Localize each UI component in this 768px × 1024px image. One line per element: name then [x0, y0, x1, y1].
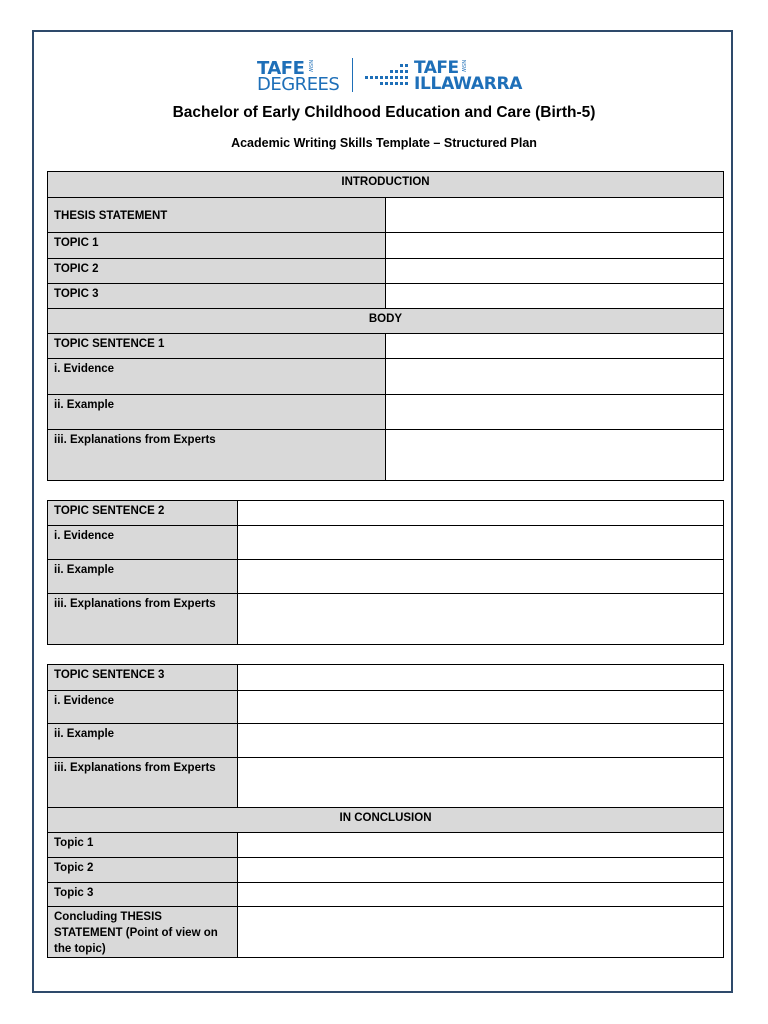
topic-sentence-1-field[interactable] — [386, 334, 724, 359]
conclusion-topic-3-field[interactable] — [238, 883, 724, 907]
section-header-introduction: INTRODUCTION — [48, 172, 724, 198]
row-label: i. Evidence — [48, 359, 386, 395]
document-title: Bachelor of Early Childhood Education and Care (Birth-5) — [172, 104, 596, 121]
plan-table-body-3-conclusion — [47, 664, 724, 958]
row-label: ii. Example — [48, 395, 386, 430]
tafe-illawarra-logo — [360, 58, 523, 94]
evidence-1-field[interactable] — [386, 359, 724, 395]
row-label: Topic 1 — [48, 833, 238, 858]
thesis-statement-field[interactable] — [386, 198, 724, 233]
row-label: iii. Explanations from Experts — [48, 430, 386, 481]
topic-3-field[interactable] — [386, 284, 724, 309]
evidence-2-field[interactable] — [238, 526, 724, 560]
row-label: TOPIC SENTENCE 3 — [48, 665, 238, 691]
logo-text: TAFE — [257, 58, 305, 79]
topic-1-field[interactable] — [386, 233, 724, 259]
row-label: i. Evidence — [48, 691, 238, 724]
example-2-field[interactable] — [238, 560, 724, 594]
experts-3-field[interactable] — [238, 758, 724, 808]
row-label: TOPIC 2 — [48, 259, 386, 284]
row-label: THESIS STATEMENT — [48, 198, 386, 233]
plan-table-body-2 — [47, 500, 724, 645]
example-3-field[interactable] — [238, 724, 724, 758]
row-label: ii. Example — [48, 724, 238, 758]
row-label: iii. Explanations from Experts — [48, 594, 238, 645]
logo-text: DEGREES — [257, 74, 340, 95]
logo-text: ILLAWARRA — [414, 74, 523, 94]
logo-text: NSW — [460, 60, 466, 72]
experts-1-field[interactable] — [386, 430, 724, 481]
topic-sentence-2-field[interactable] — [238, 501, 724, 526]
example-1-field[interactable] — [386, 395, 724, 430]
row-label: TOPIC 1 — [48, 233, 386, 259]
row-label: Concluding THESIS STATEMENT (Point of view on the topic) — [48, 907, 238, 958]
concluding-thesis-field[interactable] — [238, 907, 724, 958]
conclusion-topic-1-field[interactable] — [238, 833, 724, 858]
row-label: Topic 3 — [48, 883, 238, 907]
row-label: TOPIC 3 — [48, 284, 386, 309]
evidence-3-field[interactable] — [238, 691, 724, 724]
section-header-conclusion: IN CONCLUSION — [48, 808, 724, 833]
topic-sentence-3-field[interactable] — [238, 665, 724, 691]
row-label: iii. Explanations from Experts — [48, 758, 238, 808]
row-label: Topic 2 — [48, 858, 238, 883]
conclusion-topic-2-field[interactable] — [238, 858, 724, 883]
document-subtitle: Academic Writing Skills Template – Structured Plan — [231, 136, 537, 150]
section-header-body: BODY — [48, 309, 724, 334]
topic-2-field[interactable] — [386, 259, 724, 284]
plan-table-introduction-body — [47, 171, 724, 481]
row-label: TOPIC SENTENCE 1 — [48, 334, 386, 359]
row-label: ii. Example — [48, 560, 238, 594]
row-label: TOPIC SENTENCE 2 — [48, 501, 238, 526]
row-label: i. Evidence — [48, 526, 238, 560]
logo-text: NSW — [307, 60, 313, 72]
logo-text: TAFE — [414, 58, 459, 78]
dots-graphic-icon — [360, 62, 410, 90]
experts-2-field[interactable] — [238, 594, 724, 645]
tafe-degrees-logo — [257, 58, 347, 94]
logo-divider — [352, 58, 353, 92]
